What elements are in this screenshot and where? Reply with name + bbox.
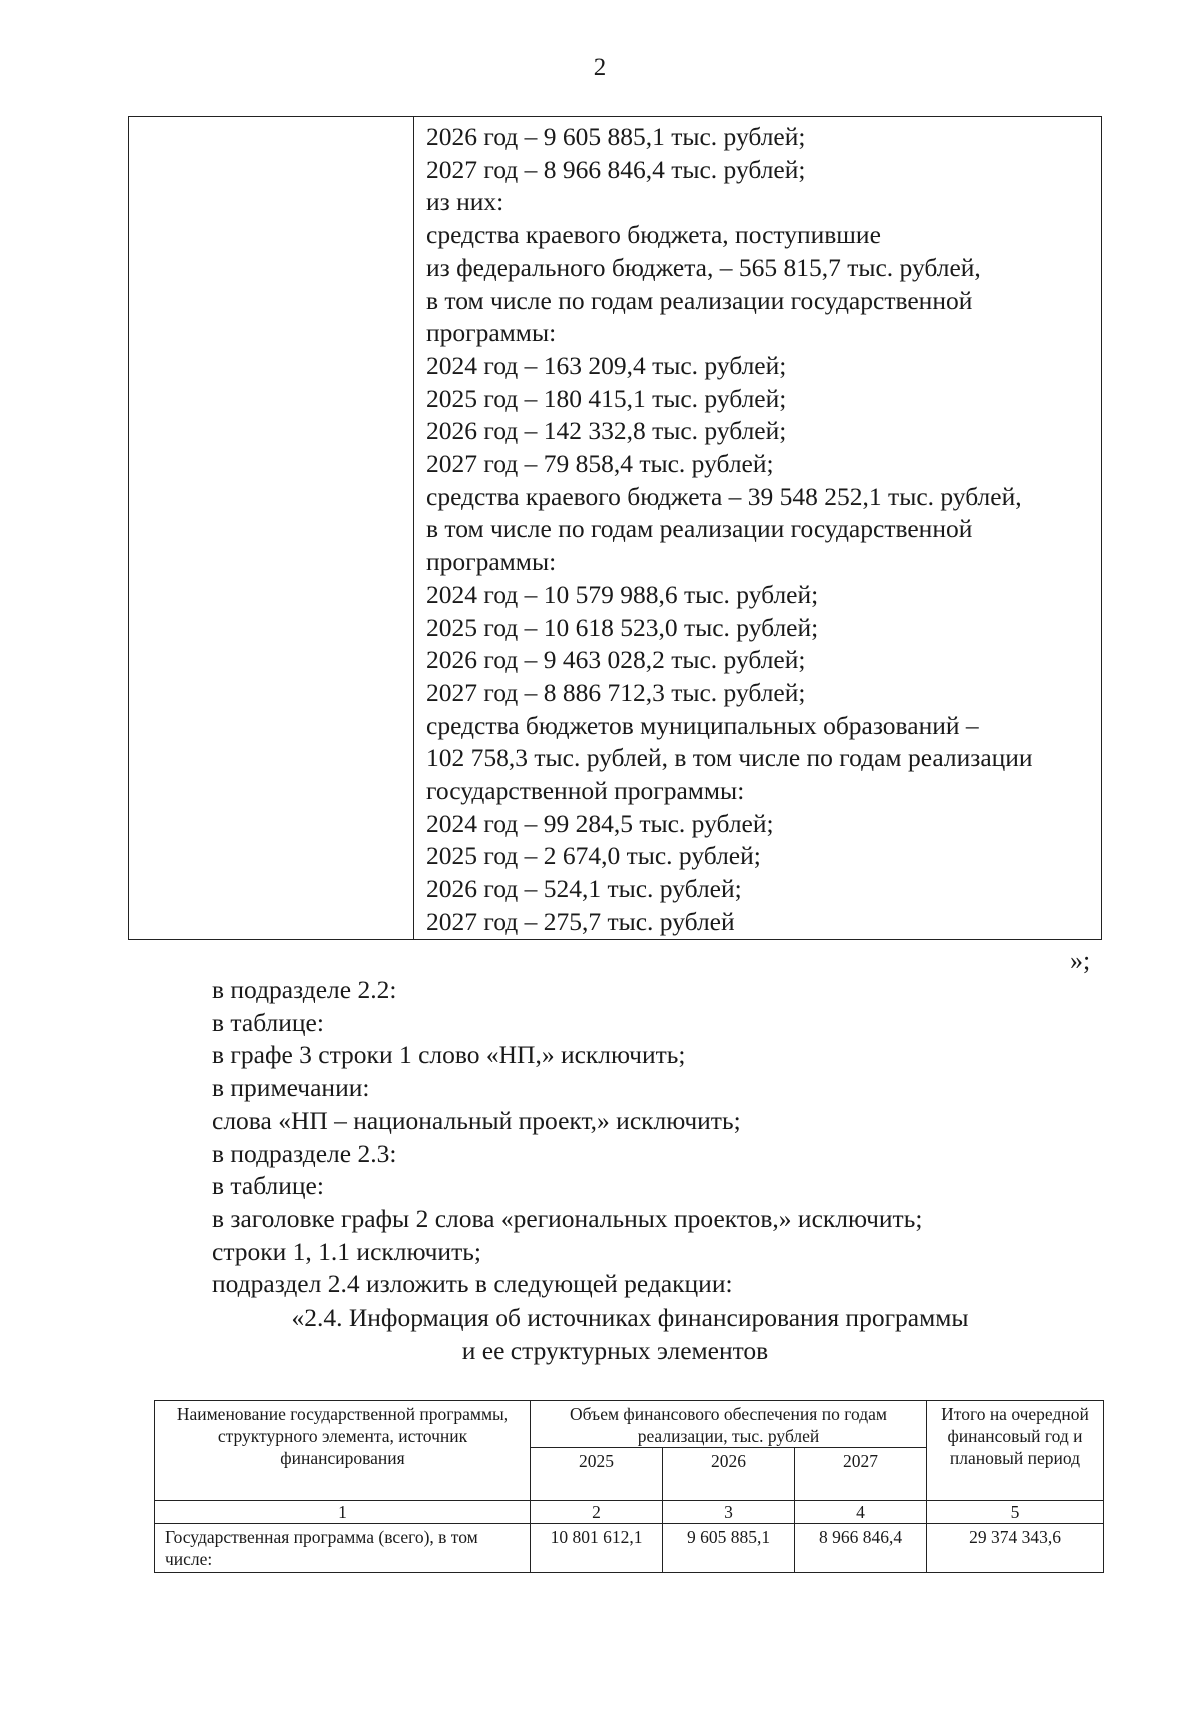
header-year-2027: 2027 bbox=[795, 1448, 927, 1501]
funding-line: средства бюджетов муниципальных образований – bbox=[426, 710, 979, 740]
section-heading-line-2: и ее структурных элементов bbox=[461, 1335, 769, 1365]
funding-line: средства краевого бюджета, поступившие bbox=[426, 220, 881, 250]
instruction-line: слова «НП – национальный проект,» исключить; bbox=[212, 1105, 741, 1135]
section-heading-line-1: «2.4. Информация об источниках финансирования программы bbox=[291, 1303, 969, 1332]
column-number-5: 5 bbox=[927, 1501, 1104, 1524]
funding-line: 2027 год – 8 966 846,4 тыс. рублей; bbox=[426, 154, 806, 184]
instruction-line: в таблице: bbox=[212, 1171, 324, 1201]
table-row bbox=[155, 1524, 1104, 1573]
row-value-2025: 10 801 612,1 bbox=[531, 1524, 663, 1573]
passport-table-continuation bbox=[128, 116, 1102, 940]
instruction-line: в подразделе 2.2: bbox=[212, 975, 397, 1004]
funding-lines bbox=[414, 117, 1101, 939]
funding-line: 2026 год – 524,1 тыс. рублей; bbox=[426, 874, 742, 904]
funding-line: 2024 год – 99 284,5 тыс. рублей; bbox=[426, 808, 774, 838]
row-name: Государственная программа (всего), в том числе: bbox=[155, 1524, 531, 1573]
funding-line: государственной программы: bbox=[426, 776, 745, 806]
instruction-line: в заголовке графы 2 слова «региональных проектов,» исключить; bbox=[212, 1203, 923, 1233]
page-number: 2 bbox=[593, 54, 607, 81]
funding-line: 2024 год – 163 209,4 тыс. рублей; bbox=[426, 350, 787, 380]
header-total: Итого на очередной финансовый год и плановый период bbox=[927, 1401, 1104, 1501]
funding-line: 2025 год – 180 415,1 тыс. рублей; bbox=[426, 383, 787, 413]
funding-line: программы: bbox=[426, 318, 557, 348]
section-heading bbox=[0, 1302, 1200, 1367]
funding-line: программы: bbox=[426, 547, 557, 577]
funding-line: 2027 год – 79 858,4 тыс. рублей; bbox=[426, 449, 774, 479]
instruction-line: в графе 3 строки 1 слово «НП,» исключить; bbox=[212, 1040, 686, 1070]
funding-line: в том числе по годам реализации государственной bbox=[426, 514, 973, 544]
instruction-line: в подразделе 2.3: bbox=[212, 1138, 397, 1168]
passport-label-cell bbox=[129, 117, 414, 940]
closing-quote: »; bbox=[1070, 946, 1091, 975]
funding-line: в том числе по годам реализации государственной bbox=[426, 285, 973, 315]
header-year-2025: 2025 bbox=[531, 1448, 663, 1501]
row-value-2027: 8 966 846,4 bbox=[795, 1524, 927, 1573]
amendment-instructions bbox=[212, 974, 922, 1301]
instruction-line: в примечании: bbox=[212, 1073, 370, 1103]
funding-line: 2026 год – 142 332,8 тыс. рублей; bbox=[426, 416, 787, 446]
funding-line: средства краевого бюджета – 39 548 252,1 тыс. рублей, bbox=[426, 481, 1022, 511]
instruction-line: строки 1, 1.1 исключить; bbox=[212, 1236, 481, 1266]
header-volume: Объем финансового обеспечения по годам реализации, тыс. рублей bbox=[531, 1401, 927, 1448]
row-value-2026: 9 605 885,1 bbox=[663, 1524, 795, 1573]
funding-line: 2025 год – 2 674,0 тыс. рублей; bbox=[426, 841, 761, 871]
funding-line: 2027 год – 275,7 тыс. рублей bbox=[426, 906, 735, 936]
header-name: Наименование государственной программы, структурного элемента, источник финансирования bbox=[155, 1401, 531, 1501]
funding-line: из федерального бюджета, – 565 815,7 тыс. рублей, bbox=[426, 252, 981, 282]
funding-line: 102 758,3 тыс. рублей, в том числе по годам реализации bbox=[426, 743, 1033, 773]
funding-line: 2024 год – 10 579 988,6 тыс. рублей; bbox=[426, 579, 819, 609]
column-number-2: 2 bbox=[531, 1501, 663, 1524]
column-number-3: 3 bbox=[663, 1501, 795, 1524]
funding-line: из них: bbox=[426, 187, 504, 217]
column-number-4: 4 bbox=[795, 1501, 927, 1524]
instruction-line: в таблице: bbox=[212, 1007, 324, 1037]
funding-line: 2027 год – 8 886 712,3 тыс. рублей; bbox=[426, 677, 806, 707]
funding-line: 2025 год – 10 618 523,0 тыс. рублей; bbox=[426, 612, 819, 642]
financing-sources-table bbox=[154, 1400, 1104, 1573]
row-total: 29 374 343,6 bbox=[927, 1524, 1104, 1573]
header-year-2026: 2026 bbox=[663, 1448, 795, 1501]
column-number-1: 1 bbox=[155, 1501, 531, 1524]
funding-line: 2026 год – 9 605 885,1 тыс. рублей; bbox=[426, 122, 806, 151]
passport-value-cell bbox=[414, 117, 1102, 940]
funding-line: 2026 год – 9 463 028,2 тыс. рублей; bbox=[426, 645, 806, 675]
instruction-line: подраздел 2.4 изложить в следующей редакции: bbox=[212, 1269, 733, 1299]
